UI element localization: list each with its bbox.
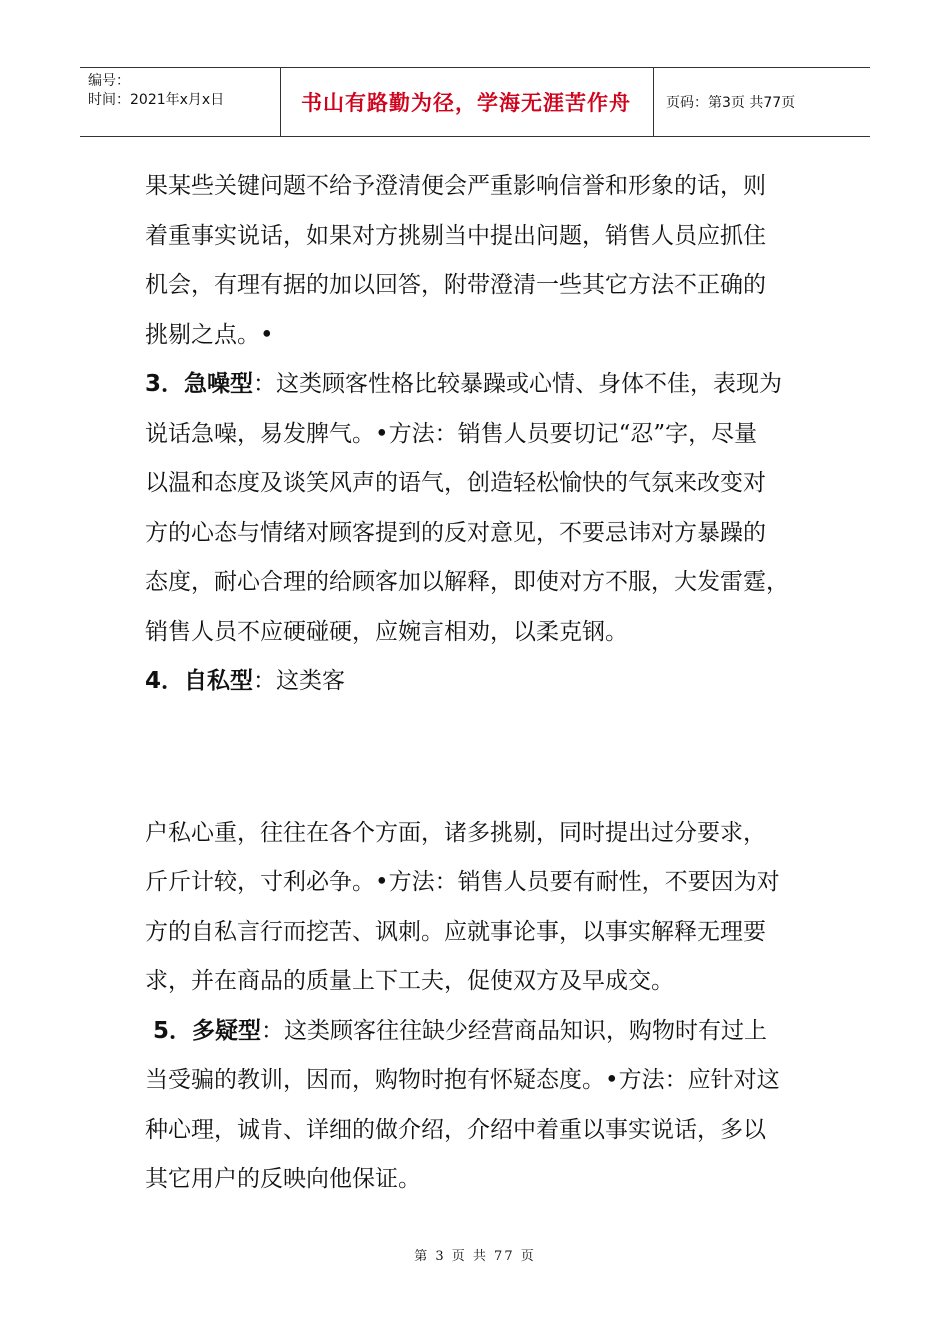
section-5-line: 种心理，诚肯、详细的做介绍，介绍中着重以事实说话，多以 (145, 1116, 766, 1143)
section-4-first-text: ：这类客 (253, 668, 346, 694)
header-meta (80, 68, 281, 136)
section-4-title: 自私型 (184, 668, 254, 694)
section-5-number: 5． (145, 1017, 193, 1044)
section-3-line: 方的心态与情绪对顾客提到的反对意见，不要忌讳对方暴躁的 (145, 519, 766, 546)
section-4-line: 斤斤计较，寸利必争。•方法：销售人员要有耐性，不要因为对 (145, 869, 780, 895)
body-line: 果某些关键问题不给予澄清便会严重影响信誉和形象的话，则 (145, 173, 766, 199)
section-3-number: 3． (145, 371, 185, 397)
body-line: 机会，有理有据的加以回答，附带澄清一些其它方法不正确的 (145, 272, 766, 298)
body-line: 着重事实说话，如果对方挑剔当中提出问题，销售人员应抓住 (145, 222, 766, 249)
number-label: 编号： (88, 73, 130, 89)
section-5-line: 当受骗的教训，因而，购物时抱有怀疑态度。•方法：应针对这 (145, 1067, 780, 1093)
section-5-first-text: ：这类顾客往往缺少经营商品知识，购物时有过上 (261, 1017, 768, 1044)
section-5-line: 其它用户的反映向他保证。 (145, 1166, 421, 1192)
section-3-title: 急噪型 (184, 371, 254, 397)
section-5-heading-line (145, 1007, 825, 1057)
page-header (80, 67, 870, 137)
page-gap (145, 707, 825, 809)
document-body (145, 162, 825, 1205)
section-4-line: 户私心重，往往在各个方面，诸多挑剔，同时提出过分要求， (145, 819, 766, 846)
section-3-heading-line (145, 360, 825, 410)
body-line: 挑剔之点。• (145, 321, 274, 348)
section-3-line: 销售人员不应硬碰硬，应婉言相劝，以柔克钢。 (145, 618, 628, 645)
section-3-line: 以温和态度及谈笑风声的语气，创造轻松愉快的气氛来改变对 (145, 470, 766, 496)
section-3-line: 态度，耐心合理的给顾客加以解释，即使对方不服，大发雷霆， (145, 569, 789, 595)
motto-text: 书山有路勤为径，学海无涯苦作舟 (301, 91, 631, 115)
section-4-number: 4． (145, 668, 185, 694)
header-page-info: 页码：第3页 共77页 (666, 95, 796, 111)
section-5-title: 多疑型 (192, 1017, 262, 1044)
section-4-line: 求，并在商品的质量上下工夫，促使双方及早成交。 (145, 968, 674, 994)
header-motto-cell (281, 68, 654, 136)
section-3-first-text: ：这类顾客性格比较暴躁或心情、身体不佳，表现为 (253, 371, 783, 397)
page-footer: 第 3 页 共 77 页 (414, 1249, 536, 1264)
section-4-line: 方的自私言行而挖苦、讽刺。应就事论事，以事实解释无理要 (145, 918, 766, 945)
section-3-line: 说话急噪，易发脾气。•方法：销售人员要切记“忍”字，尽量 (145, 420, 758, 447)
date-label: 时间：2021年x月x日 (88, 92, 225, 108)
section-4-heading-line (145, 657, 825, 707)
